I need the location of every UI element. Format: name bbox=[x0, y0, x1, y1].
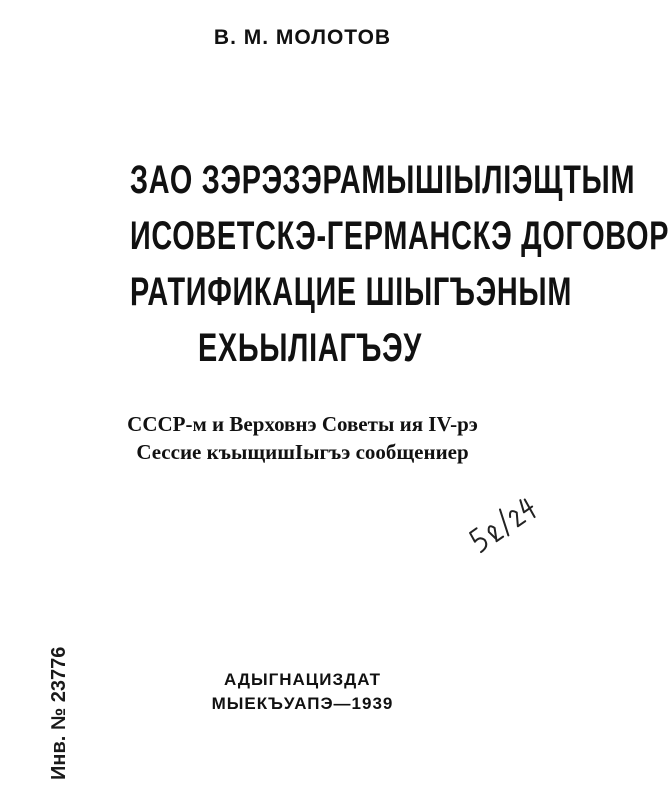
subtitle-line: Сессие къыщишІыгъэ сообщениер bbox=[136, 440, 469, 464]
title-line: ЗАО ЗЭРЭЗЭРАМЫШІЫЛІЭЩТЫМ bbox=[130, 158, 636, 202]
inventory-number: Инв. № 23776 bbox=[48, 646, 70, 780]
subtitle-line: СССР-м и Верховнэ Советы ия IV-рэ bbox=[127, 412, 478, 436]
publisher-imprint bbox=[0, 668, 605, 716]
book-title bbox=[130, 152, 669, 376]
title-line: ЕХЬЫЛІАГЪЭУ bbox=[197, 326, 423, 370]
publication-place-year: МЫЕКЪУАПЭ—1939 bbox=[211, 694, 394, 713]
title-line: ИСОВЕТСКЭ-ГЕРМАНСКЭ ДОГОВОР bbox=[130, 214, 669, 258]
handwritten-note bbox=[455, 455, 575, 565]
title-line: РАТИФИКАЦИЕ ШІЫГЪЭНЫМ bbox=[130, 270, 573, 314]
publisher-name: АДЫГНАЦИЗДАТ bbox=[223, 670, 382, 689]
author-name: В. М. МОЛОТОВ bbox=[213, 26, 392, 49]
handwritten-note-drawing bbox=[455, 455, 575, 565]
